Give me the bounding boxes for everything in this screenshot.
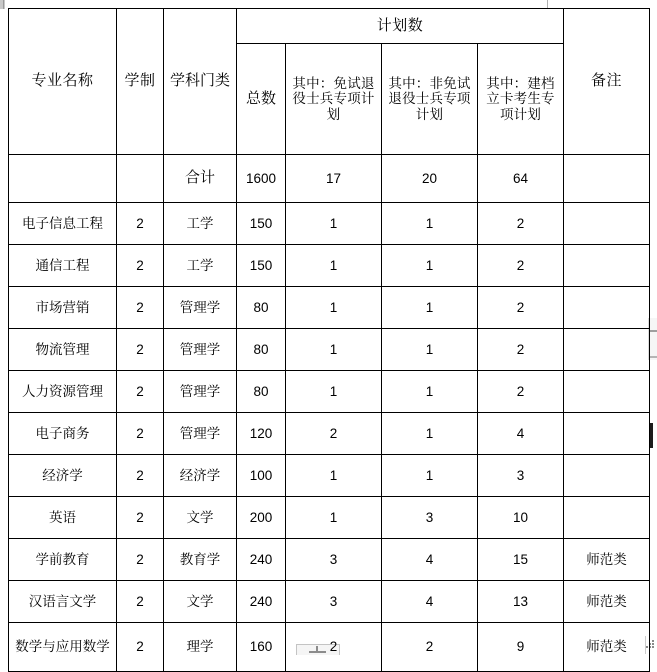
cell-remark (564, 155, 650, 203)
cell-major: 汉语言文学 (9, 581, 117, 623)
cell-nonexempt-veteran: 1 (382, 371, 478, 413)
table-row (9, 287, 650, 329)
cell-remark (564, 245, 650, 287)
cell-registered-poor: 13 (478, 581, 564, 623)
cell-total: 200 (237, 497, 286, 539)
cell-nonexempt-veteran: 4 (382, 581, 478, 623)
table-row (9, 623, 650, 672)
table-row (9, 203, 650, 245)
cell-nonexempt-veteran: 1 (382, 245, 478, 287)
cell-discipline: 文学 (164, 497, 237, 539)
cell-registered-poor: 15 (478, 539, 564, 581)
cell-remark (564, 497, 650, 539)
cell-nonexempt-veteran: 1 (382, 413, 478, 455)
cell-years: 2 (117, 455, 164, 497)
vertical-scrollbar-edge (649, 356, 657, 358)
cell-exempt-veteran: 17 (286, 155, 382, 203)
cell-remark (564, 329, 650, 371)
cell-total: 100 (237, 455, 286, 497)
cell-exempt-veteran: 2 (286, 623, 382, 672)
cell-years: 2 (117, 581, 164, 623)
cell-total: 240 (237, 581, 286, 623)
cell-discipline: 文学 (164, 581, 237, 623)
enrollment-plan-table (8, 8, 650, 672)
column-header-major: 专业名称 (9, 9, 117, 155)
cell-discipline: 工学 (164, 203, 237, 245)
column-header-total: 总数 (237, 44, 286, 155)
cell-years: 2 (117, 287, 164, 329)
table-row (9, 497, 650, 539)
cell-major: 英语 (9, 497, 117, 539)
cell-major: 电子信息工程 (9, 203, 117, 245)
window-edge-fragment-top-center (547, 0, 548, 8)
cell-registered-poor: 3 (478, 455, 564, 497)
table-row (9, 413, 650, 455)
cell-registered-poor: 10 (478, 497, 564, 539)
table-row (9, 455, 650, 497)
table-body (9, 155, 650, 672)
cell-registered-poor: 2 (478, 329, 564, 371)
vertical-scrollbar-thumb[interactable] (650, 423, 653, 448)
cell-major: 人力资源管理 (9, 371, 117, 413)
cell-exempt-veteran: 1 (286, 371, 382, 413)
cell-discipline: 管理学 (164, 329, 237, 371)
cell-years: 2 (117, 623, 164, 672)
cell-years: 2 (117, 245, 164, 287)
cell-registered-poor: 2 (478, 287, 564, 329)
cell-nonexempt-veteran: 1 (382, 455, 478, 497)
cell-major: 经济学 (9, 455, 117, 497)
table-row (9, 581, 650, 623)
cell-registered-poor: 2 (478, 203, 564, 245)
cell-discipline: 管理学 (164, 287, 237, 329)
cell-years: 2 (117, 371, 164, 413)
cell-total: 120 (237, 413, 286, 455)
cell-total: 1600 (237, 155, 286, 203)
cell-nonexempt-veteran: 20 (382, 155, 478, 203)
cell-registered-poor: 64 (478, 155, 564, 203)
cell-registered-poor: 9 (478, 623, 564, 672)
table-row (9, 329, 650, 371)
table-row (9, 245, 650, 287)
cell-remark (564, 371, 650, 413)
cell-major: 电子商务 (9, 413, 117, 455)
cell-total: 80 (237, 287, 286, 329)
cell-nonexempt-veteran: 1 (382, 287, 478, 329)
window-edge-fragment-top-left (0, 0, 5, 9)
cell-discipline: 工学 (164, 245, 237, 287)
cell-nonexempt-veteran: 3 (382, 497, 478, 539)
cell-remark (564, 455, 650, 497)
cell-years: 2 (117, 413, 164, 455)
cell-nonexempt-veteran: 1 (382, 203, 478, 245)
cell-exempt-veteran: 1 (286, 245, 382, 287)
cell-registered-poor: 2 (478, 371, 564, 413)
cell-total: 80 (237, 329, 286, 371)
column-header-nonexempt-veteran: 其中：非免试退役士兵专项计划 (382, 44, 478, 155)
cell-years: 2 (117, 203, 164, 245)
cell-major: 学前教育 (9, 539, 117, 581)
cell-remark (564, 413, 650, 455)
cell-major: 物流管理 (9, 329, 117, 371)
table-row-total (9, 155, 650, 203)
header-row-top (9, 9, 650, 44)
cell-registered-poor: 2 (478, 245, 564, 287)
cell-remark (564, 287, 650, 329)
cell-discipline: 管理学 (164, 371, 237, 413)
cell-exempt-veteran: 1 (286, 203, 382, 245)
cell-nonexempt-veteran: 2 (382, 623, 478, 672)
cell-exempt-veteran: 2 (286, 413, 382, 455)
cell-remark: 师范类 (564, 539, 650, 581)
cell-total: 150 (237, 203, 286, 245)
cell-total: 160 (237, 623, 286, 672)
cell-discipline: 理学 (164, 623, 237, 672)
cell-total: 80 (237, 371, 286, 413)
cell-years: 2 (117, 497, 164, 539)
cell-remark: 师范类 (564, 623, 650, 672)
table-row (9, 539, 650, 581)
cell-total: 240 (237, 539, 286, 581)
cell-total: 150 (237, 245, 286, 287)
cell-discipline: 合计 (164, 155, 237, 203)
cell-years: 2 (117, 539, 164, 581)
column-header-plan-group: 计划数 (237, 9, 564, 44)
column-header-registered-poor: 其中：建档立卡考生专项计划 (478, 44, 564, 155)
column-header-exempt-veteran: 其中：免试退役士兵专项计划 (286, 44, 382, 155)
cell-major: 市场营销 (9, 287, 117, 329)
cell-exempt-veteran: 3 (286, 539, 382, 581)
vertical-scrollbar-tick (650, 330, 657, 332)
cell-exempt-veteran: 1 (286, 287, 382, 329)
cell-exempt-veteran: 1 (286, 497, 382, 539)
cell-remark (564, 203, 650, 245)
table-header (9, 9, 650, 155)
cell-exempt-veteran: 3 (286, 581, 382, 623)
cell-major: 通信工程 (9, 245, 117, 287)
cell-years: 2 (117, 329, 164, 371)
cell-discipline: 教育学 (164, 539, 237, 581)
cell-discipline: 管理学 (164, 413, 237, 455)
cell-nonexempt-veteran: 1 (382, 329, 478, 371)
cell-remark: 师范类 (564, 581, 650, 623)
cell-years (117, 155, 164, 203)
column-header-years: 学制 (117, 9, 164, 155)
cell-exempt-veteran: 1 (286, 329, 382, 371)
cell-nonexempt-veteran: 4 (382, 539, 478, 581)
column-header-remark: 备注 (564, 9, 650, 155)
table-row (9, 371, 650, 413)
cell-major: 数学与应用数学 (9, 623, 117, 672)
column-header-discipline: 学科门类 (164, 9, 237, 155)
cell-major (9, 155, 117, 203)
cell-discipline: 经济学 (164, 455, 237, 497)
cell-registered-poor: 4 (478, 413, 564, 455)
cell-exempt-veteran: 1 (286, 455, 382, 497)
